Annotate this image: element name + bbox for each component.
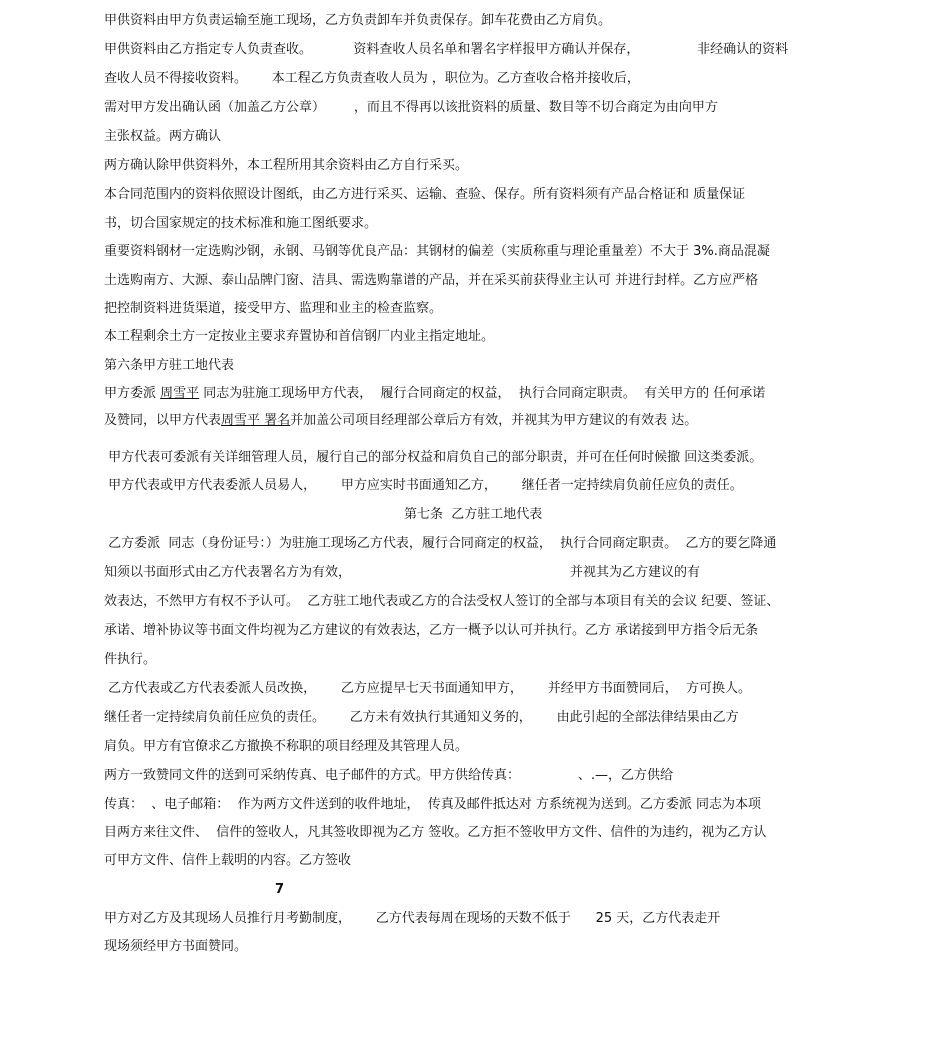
text-line: 本合同范围内的资料依照设计图纸，由乙方进行采买、运输、查验、保存。所有资料须有产品合格证和 质量保证 xyxy=(104,187,746,202)
text-line: 乙方委派 同志（身份证号：）为驻施工现场乙方代表，履行合同商定的权益， 执行合同商定职责。 乙方的要乞降通 xyxy=(104,536,777,551)
text-line: 现场须经甲方书面赞同。 xyxy=(104,939,248,954)
text-line: 两方确认除甲供资料外，本工程所用其余资料由乙方自行采买。 xyxy=(104,158,469,173)
text-line: 把控制资料进货渠道，接受甲方、监理和业主的检查监察。 xyxy=(104,301,443,316)
text-line: 需对甲方发出确认函（加盖乙方公章） ，而且不得再以该批资料的质量、数目等不切合商定为由向甲方 xyxy=(104,100,718,115)
text-line: 土选购南方、大源、泰山品牌门窗、洁具、需选购靠谱的产品，并在采买前获得业主认可 并进行封样。乙方应严格 xyxy=(104,273,759,288)
text-line: 乙方代表或乙方代表委派人员改换， 乙方应提早七天书面通知甲方， 并经甲方书面赞同后， 方可换人。 xyxy=(104,681,751,696)
text-line: 甲方代表可委派有关详细管理人员，履行自己的部分权益和肩负自己的部分职责，并可在任何时候撤 回这类委派。 xyxy=(104,450,763,465)
text-line: 本工程剩余土方一定按业主要求弃置协和首信钢厂内业主指定地址。 xyxy=(104,329,495,344)
text-line: 传真： 、电子邮箱： 作为两方文件送到的收件地址， 传真及邮件抵达对 方系统视为送到。乙方委派 同志为本项 xyxy=(104,797,762,812)
representative-name: 周雪平 xyxy=(160,386,200,401)
text-line: 书，切合国家规定的技术标准和施工图纸要求。 xyxy=(104,216,378,231)
text-line: 重要资料钢材一定选购沙钢，永钢、马钢等优良产品：其钢材的偏差（实质称重与理论重量差）不大于 3%.商品混凝 xyxy=(104,244,770,259)
text-line: 甲供资料由乙方指定专人负责查收。 资料查收人员名单和署名字样报甲方确认并保存， 非经确认的资料 xyxy=(104,42,789,57)
text-line: 主张权益。两方确认 xyxy=(104,129,222,144)
text-line: 两方一致赞同文件的送到可采纳传真、电子邮件的方式。甲方供给传真： 、.—，乙方供给 xyxy=(104,768,673,783)
text-line: 承诺、增补协议等书面文件均视为乙方建议的有效表达，乙方一概予以认可并执行。乙方 承诺接到甲方指令后无条 xyxy=(104,623,759,638)
section-heading: 第七条 乙方驻工地代表 xyxy=(404,507,543,522)
text-line: 目两方来往文件、 信件的签收人，凡其签收即视为乙方 签收。乙方拒不签收甲方文件、信件的为违约，视为乙方认 xyxy=(104,825,767,840)
text-segment: 及赞同，以甲方代表 xyxy=(104,413,222,428)
text-line: 肩负。甲方有官僚求乙方撤换不称职的项目经理及其管理人员。 xyxy=(104,739,469,754)
text-line: 件执行。 xyxy=(104,652,157,667)
representative-signature: 周雪平 署名 xyxy=(221,413,291,428)
text-line: 甲方代表或甲方代表委派人员易人， 甲方应实时书面通知乙方， 继任者一定持续肩负前任应负的责任。 xyxy=(104,478,743,493)
page-number: 7 xyxy=(275,882,285,897)
text-line: 甲方对乙方及其现场人员推行月考勤制度， 乙方代表每周在现场的天数不低于 25 天，乙方代表走开 xyxy=(104,911,721,926)
text-line: 效表达，不然甲方有权不予认可。 乙方驻工地代表或乙方的合法受权人签订的全部与本项目有关的会议 纪要、签证、 xyxy=(104,594,780,609)
text-line: 继任者一定持续肩负前任应负的责任。 乙方未有效执行其通知义务的， 由此引起的全部法律结果由乙方 xyxy=(104,710,739,725)
text-line: 可甲方文件、信件上载明的内容。乙方签收 xyxy=(104,853,352,868)
text-segment: 同志为驻施工现场甲方代表， 履行合同商定的权益， 执行合同商定职责。 有关甲方的 任何承诺 xyxy=(199,386,766,401)
text-line: 查收人员不得接收资料。 本工程乙方负责查收人员为 ，职位为。乙方查收合格并接收后， xyxy=(104,71,640,86)
text-line: 甲供资料由甲方负责运输至施工现场，乙方负责卸车并负责保存。卸车花费由乙方肩负。 xyxy=(104,13,612,28)
text-segment: 甲方委派 xyxy=(104,386,161,401)
text-line xyxy=(104,385,765,403)
text-line: 知须以书面形式由乙方代表署名方为有效， 并视其为乙方建议的有 xyxy=(104,565,701,580)
text-line xyxy=(104,412,697,430)
text-segment: 并加盖公司项目经理部公章后方有效，并视其为甲方建议的有效表 达。 xyxy=(290,413,698,428)
section-heading: 第六条甲方驻工地代表 xyxy=(104,358,235,373)
